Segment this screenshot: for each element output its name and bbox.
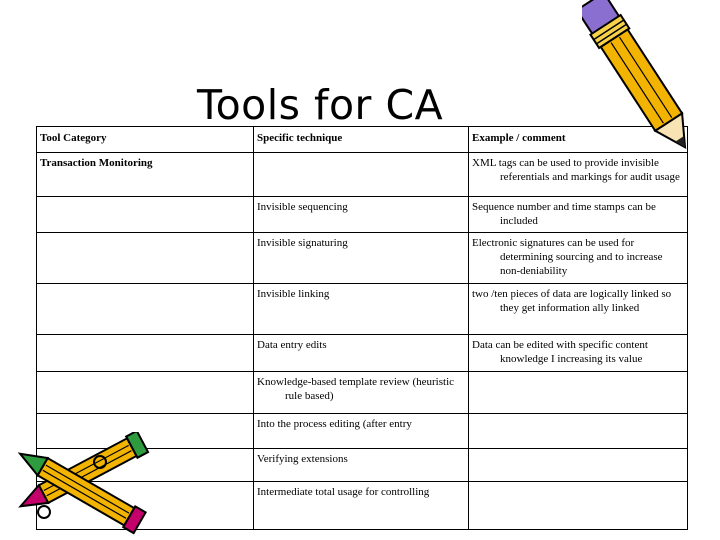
example-text: two /ten pieces of data are logically linked so they get information ally linked xyxy=(472,288,672,314)
table-row xyxy=(37,233,688,284)
category-cell xyxy=(37,372,254,414)
example-cell xyxy=(469,335,688,372)
crossed-pencils-icon xyxy=(0,432,160,540)
technique-cell: Invisible signaturing xyxy=(254,233,469,284)
pencil-icon xyxy=(582,0,702,162)
technique-cell xyxy=(254,372,469,414)
technique-cell: Intermediate total usage for controlling xyxy=(254,482,469,530)
technique-cell: Invisible sequencing xyxy=(254,197,469,233)
example-text: Data can be edited with specific content knowledge I increasing its value xyxy=(472,339,648,365)
category-cell xyxy=(37,335,254,372)
technique-cell: Invisible linking xyxy=(254,284,469,335)
example-cell xyxy=(469,284,688,335)
example-cell xyxy=(469,414,688,449)
example-text: XML tags can be used to provide invisible referentials and markings for audit usage xyxy=(472,157,680,183)
table-row xyxy=(37,335,688,372)
technique-cell xyxy=(254,153,469,197)
example-cell xyxy=(469,233,688,284)
header-example-comment: Example / comment xyxy=(469,127,688,153)
table-row xyxy=(37,197,688,233)
category-cell xyxy=(37,284,254,335)
table-row xyxy=(37,284,688,335)
example-text: Sequence number and time stamps can be included xyxy=(472,201,656,227)
example-cell xyxy=(469,197,688,233)
category-cell xyxy=(37,233,254,284)
technique-cell: Into the process editing (after entry xyxy=(254,414,469,449)
table-row xyxy=(37,372,688,414)
page-title: Tools for CA xyxy=(197,81,444,129)
technique-text: Knowledge-based template review (heuristic rule based) xyxy=(257,376,455,402)
example-cell xyxy=(469,482,688,530)
technique-cell: Data entry edits xyxy=(254,335,469,372)
example-text: Electronic signatures can be used for determining sourcing and to increase non-deniability xyxy=(472,237,663,277)
example-cell xyxy=(469,449,688,482)
technique-cell: Verifying extensions xyxy=(254,449,469,482)
header-specific-technique: Specific technique xyxy=(254,127,469,153)
example-cell xyxy=(469,372,688,414)
category-cell: Transaction Monitoring xyxy=(37,153,254,197)
header-tool-category: Tool Category xyxy=(37,127,254,153)
category-cell xyxy=(37,197,254,233)
